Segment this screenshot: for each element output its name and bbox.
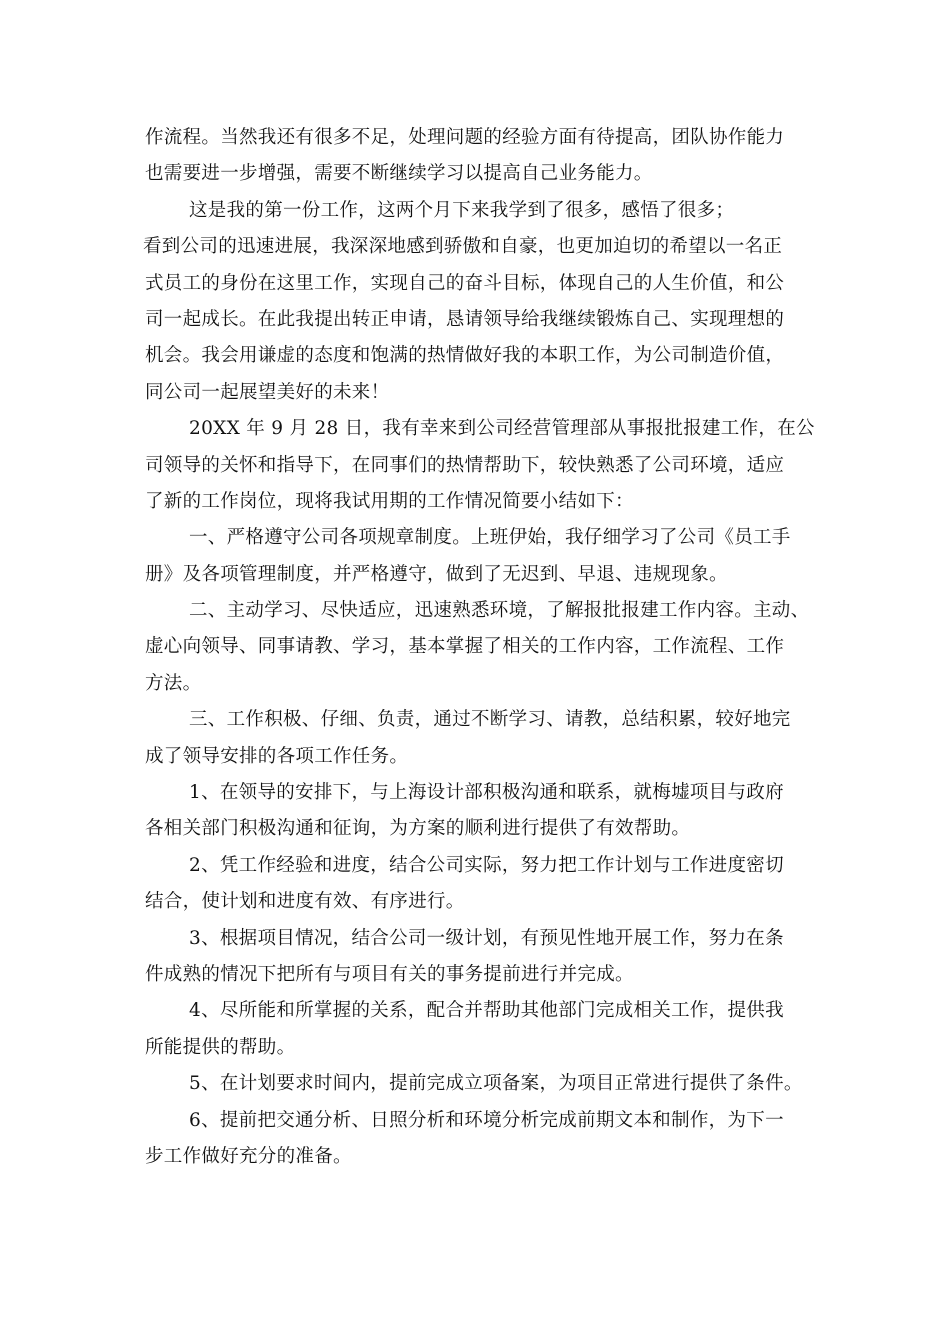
text-line: 也需要进一步增强，需要不断继续学习以提高自己业务能力。 (145, 163, 653, 185)
text-line: 结合，使计划和进度有效、有序进行。 (145, 891, 465, 913)
paragraph-start-line: 三、工作积极、仔细、负责，通过不断学习、请教，总结积累，较好地完 (189, 709, 791, 731)
document-body (145, 120, 815, 1175)
text-line: 作流程。当然我还有很多不足，处理问题的经验方面有待提高，团队协作能力 (145, 127, 785, 148)
text-line: 各相关部门积极沟通和征询，为方案的顺利进行提供了有效帮助。 (145, 818, 691, 840)
paragraph-start-line: 1、在领导的安排下，与上海设计部积极沟通和联系，就梅墟项目与政府 (189, 782, 784, 804)
text-line: 机会。我会用谦虚的态度和饱满的热情做好我的本职工作，为公司制造价值， (145, 345, 785, 367)
text-line: 式员工的身份在这里工作，实现自己的奋斗目标，体现自己的人生价值，和公 (145, 272, 785, 294)
text-line: 了新的工作岗位，现将我试用期的工作情况简要小结如下： (145, 490, 634, 512)
paragraph-start-line: 这是我的第一份工作，这两个月下来我学到了很多，感悟了很多； (189, 199, 735, 221)
paragraph-start-line: 5、在计划要求时间内，提前完成立项备案，为项目正常进行提供了条件。 (189, 1073, 803, 1095)
paragraph-start-line: 20XX 年 9 月 28 日，我有幸来到公司经营管理部从事报批报建工作，在公 (189, 418, 815, 440)
text-line: 司领导的关怀和指导下，在同事们的热情帮助下，较快熟悉了公司环境，适应 (145, 454, 785, 476)
text-line: 册》及各项管理制度，并严格遵守，做到了无迟到、早退、违规现象。 (145, 563, 728, 585)
text-line: 所能提供的帮助。 (145, 1036, 296, 1058)
paragraph-start-line: 2、凭工作经验和进度，结合公司实际，努力把工作计划与工作进度密切 (189, 854, 784, 876)
paragraph-start-line: 一、严格遵守公司各项规章制度。上班伊始，我仔细学习了公司《员工手 (189, 527, 791, 549)
paragraph-start-line: 6、提前把交通分析、日照分析和环境分析完成前期文本和制作，为下一 (189, 1109, 784, 1131)
paragraph-start-line: 二、主动学习、尽快适应，迅速熟悉环境，了解报批报建工作内容。主动、 (189, 600, 810, 622)
text-line: 虚心向领导、同事请教、学习，基本掌握了相关的工作内容，工作流程、工作 (145, 636, 785, 658)
text-line: 看到公司的迅速进展，我深深地感到骄傲和自豪，也更加迫切的希望以一名正 (143, 236, 783, 258)
text-line: 成了领导安排的各项工作任务。 (145, 745, 409, 767)
text-line: 步工作做好充分的准备。 (145, 1145, 352, 1167)
text-line: 司一起成长。在此我提出转正申请，恳请领导给我继续锻炼自己、实现理想的 (145, 308, 785, 330)
text-line: 同公司一起展望美好的未来！ (145, 381, 390, 403)
text-line: 件成熟的情况下把所有与项目有关的事务提前进行并完成。 (145, 963, 634, 985)
paragraph-start-line: 3、根据项目情况，结合公司一级计划，有预见性地开展工作，努力在条 (189, 927, 784, 949)
paragraph-start-line: 4、尽所能和所掌握的关系，配合并帮助其他部门完成相关工作，提供我 (189, 1000, 784, 1022)
text-line: 方法。 (145, 672, 202, 694)
